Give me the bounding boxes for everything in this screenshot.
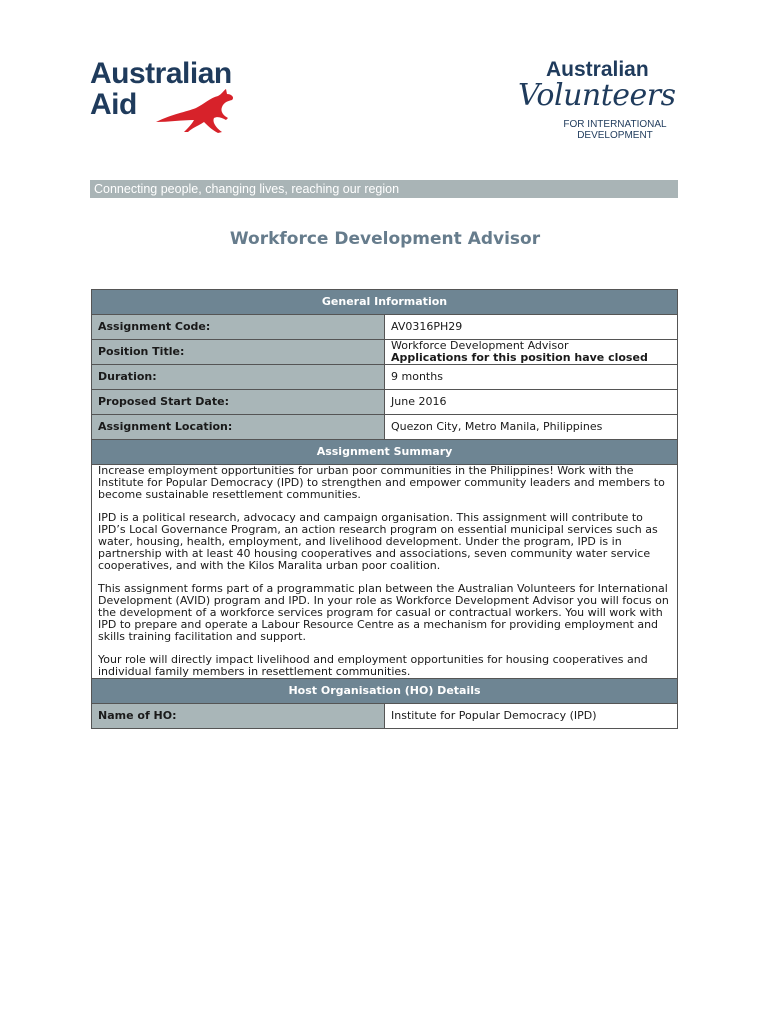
section-header-row xyxy=(92,290,678,315)
assignment-table xyxy=(91,289,678,729)
host-name-value: Institute for Popular Democracy (IPD) xyxy=(385,704,678,729)
assignment-code-label: Assignment Code: xyxy=(92,315,385,340)
start-date-label: Proposed Start Date: xyxy=(92,390,385,415)
logo-vol-line2: Volunteers xyxy=(518,78,676,113)
assignment-summary-body xyxy=(92,465,678,679)
general-info-heading: General Information xyxy=(92,290,678,315)
summary-row xyxy=(92,465,678,679)
assignment-code-value: AV0316PH29 xyxy=(385,315,678,340)
table-row xyxy=(92,365,678,390)
summary-paragraph: This assignment forms part of a programmatic plan between the Australian Volunteers for International Development (AVID) program and IPD. In your role as Workforce Development Advisor you will focus on the development of a workforce services program for casual or contractual workers. You will work with IPD to prepare and operate a Labour Resource Centre as a mechanism for providing employment and skills training facilitation and support. xyxy=(98,582,669,643)
summary-paragraph: Your role will directly impact livelihood and employment opportunities for housing cooperatives and individual family members in resettlement communities. xyxy=(98,653,648,678)
logo-aid-line2: Aid xyxy=(90,88,137,121)
kangaroo-icon xyxy=(152,88,262,138)
table-row xyxy=(92,415,678,440)
assignment-summary-heading: Assignment Summary xyxy=(92,440,678,465)
table-row xyxy=(92,340,678,365)
duration-label: Duration: xyxy=(92,365,385,390)
tagline-banner: Connecting people, changing lives, reaching our region xyxy=(90,180,678,198)
logo-vol-line1: Australian xyxy=(546,58,649,81)
section-header-row xyxy=(92,440,678,465)
table-row xyxy=(92,315,678,340)
position-title-cell xyxy=(385,340,678,365)
australian-aid-logo xyxy=(90,58,290,138)
table-row xyxy=(92,704,678,729)
applications-closed-notice: Applications for this position have closed xyxy=(391,351,648,364)
australian-volunteers-logo xyxy=(516,58,686,148)
start-date-value: June 2016 xyxy=(385,390,678,415)
logo-aid-line1: Australian xyxy=(90,57,232,90)
summary-paragraph: IPD is a political research, advocacy and campaign organisation. This assignment will contribute to IPD’s Local Governance Program, an action research program on essential municipal services such as water, housing, health, employment, and livelihood development. Under the program, IPD is in partnership with at least 40 housing cooperatives and associations, seven community water service cooperatives, and with the Kilos Maralita urban poor coalition. xyxy=(98,511,658,572)
summary-paragraph: Increase employment opportunities for urban poor communities in the Philippines! Work with the Institute for Popular Democracy (IPD) to strengthen and empower community leaders and members to become sustainable resettlement communities. xyxy=(98,464,665,501)
duration-value: 9 months xyxy=(385,365,678,390)
section-header-row xyxy=(92,679,678,704)
page-title: Workforce Development Advisor xyxy=(229,229,541,249)
host-org-heading: Host Organisation (HO) Details xyxy=(92,679,678,704)
host-name-label: Name of HO: xyxy=(92,704,385,729)
location-value: Quezon City, Metro Manila, Philippines xyxy=(385,415,678,440)
logo-vol-subtitle xyxy=(560,119,670,141)
position-title-label: Position Title: xyxy=(92,340,385,365)
logo-vol-line4: DEVELOPMENT xyxy=(577,130,653,141)
logo-vol-line3: FOR INTERNATIONAL xyxy=(563,119,667,130)
location-label: Assignment Location: xyxy=(92,415,385,440)
position-title-value: Workforce Development Advisor xyxy=(391,339,569,352)
table-row xyxy=(92,390,678,415)
